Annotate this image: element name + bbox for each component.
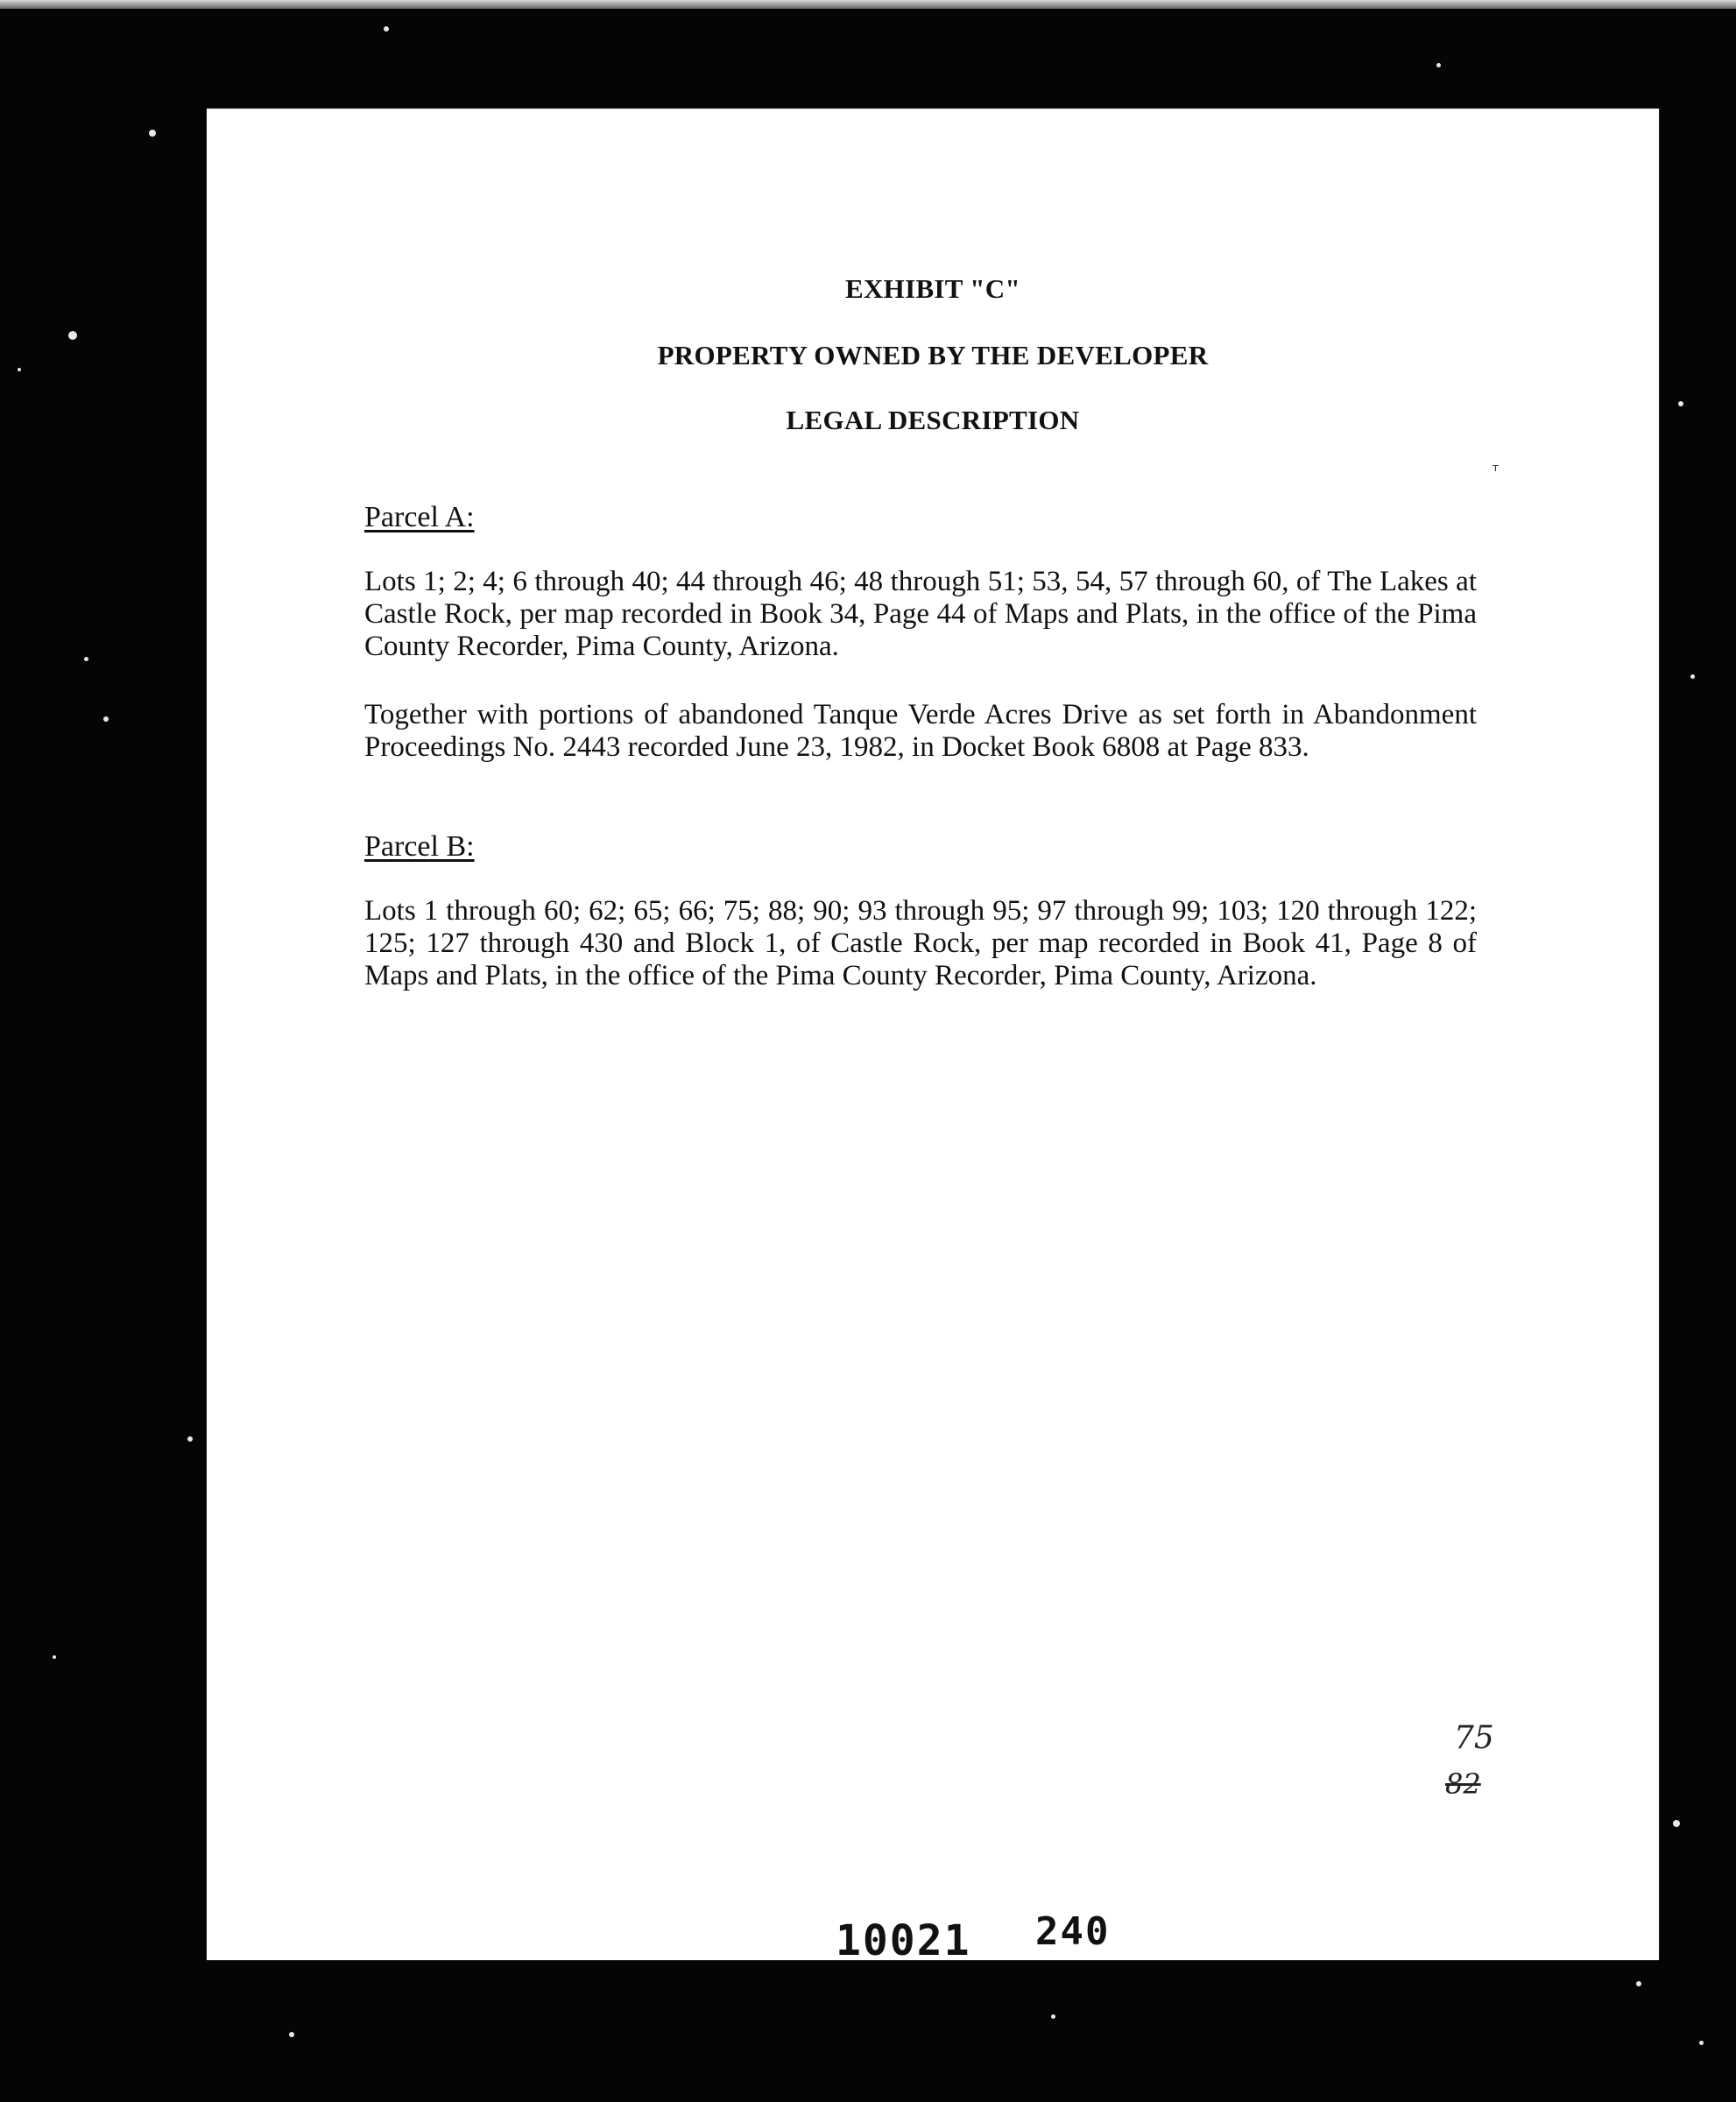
scan-noise	[1436, 63, 1441, 67]
handwritten-page-number: 75	[1454, 1720, 1494, 1756]
page-number-stamp: 240	[1035, 1909, 1111, 1954]
scan-noise	[289, 2032, 294, 2037]
parcel-a-description: Lots 1; 2; 4; 6 through 40; 44 through 46; 48 through 51; 53, 54, 57 through 60, of The Lakes at Castle Rock, per map recorded in Book 34, Page 44 of Maps and Plats, in the office of the Pima County Recorder, Pima County, Arizona.	[364, 566, 1477, 662]
parcel-a-label: Parcel A:	[364, 501, 475, 533]
scan-noise	[187, 1436, 193, 1442]
stray-mark: ᵀ	[1493, 462, 1499, 481]
parcel-b-description: Lots 1 through 60; 62; 65; 66; 75; 88; 90; 93 through 95; 97 through 99; 103; 120 through 122; 125; 127 through 430 and Block 1, of Castle Rock, per map recorded in Book 41, Page 8 of Maps and Plats, in the office of the Pima County Recorder, Pima County, Arizona.	[364, 895, 1477, 991]
document-page	[207, 109, 1659, 1965]
scan-noise	[53, 1655, 56, 1659]
document-title: PROPERTY OWNED BY THE DEVELOPER	[657, 340, 1209, 370]
parcel-b-label: Parcel B:	[364, 830, 475, 863]
exhibit-heading: EXHIBIT "C"	[845, 273, 1020, 304]
docket-number-stamp: 10021	[836, 1916, 971, 1965]
scan-noise	[103, 716, 109, 722]
scan-noise	[1678, 401, 1683, 406]
scan-noise	[384, 26, 389, 32]
abandonment-paragraph: Together with portions of abandoned Tanque Verde Acres Drive as set forth in Abandonment Proceedings No. 2443 recorded June 23, 1982, in Docket Book 6808 at Page 833.	[364, 699, 1477, 763]
scan-noise	[18, 368, 21, 371]
scanner-edge	[0, 0, 1736, 9]
document-subtitle: LEGAL DESCRIPTION	[786, 405, 1080, 435]
handwritten-page-number-struck: 82	[1445, 1767, 1481, 1801]
scan-noise	[149, 130, 156, 137]
scan-noise	[68, 331, 77, 340]
scan-noise	[1673, 1820, 1680, 1827]
scan-noise	[84, 657, 88, 661]
scan-noise	[1690, 674, 1695, 679]
scan-noise	[1699, 2041, 1704, 2045]
scan-noise	[1051, 2014, 1055, 2019]
scan-noise	[1636, 1981, 1641, 1986]
